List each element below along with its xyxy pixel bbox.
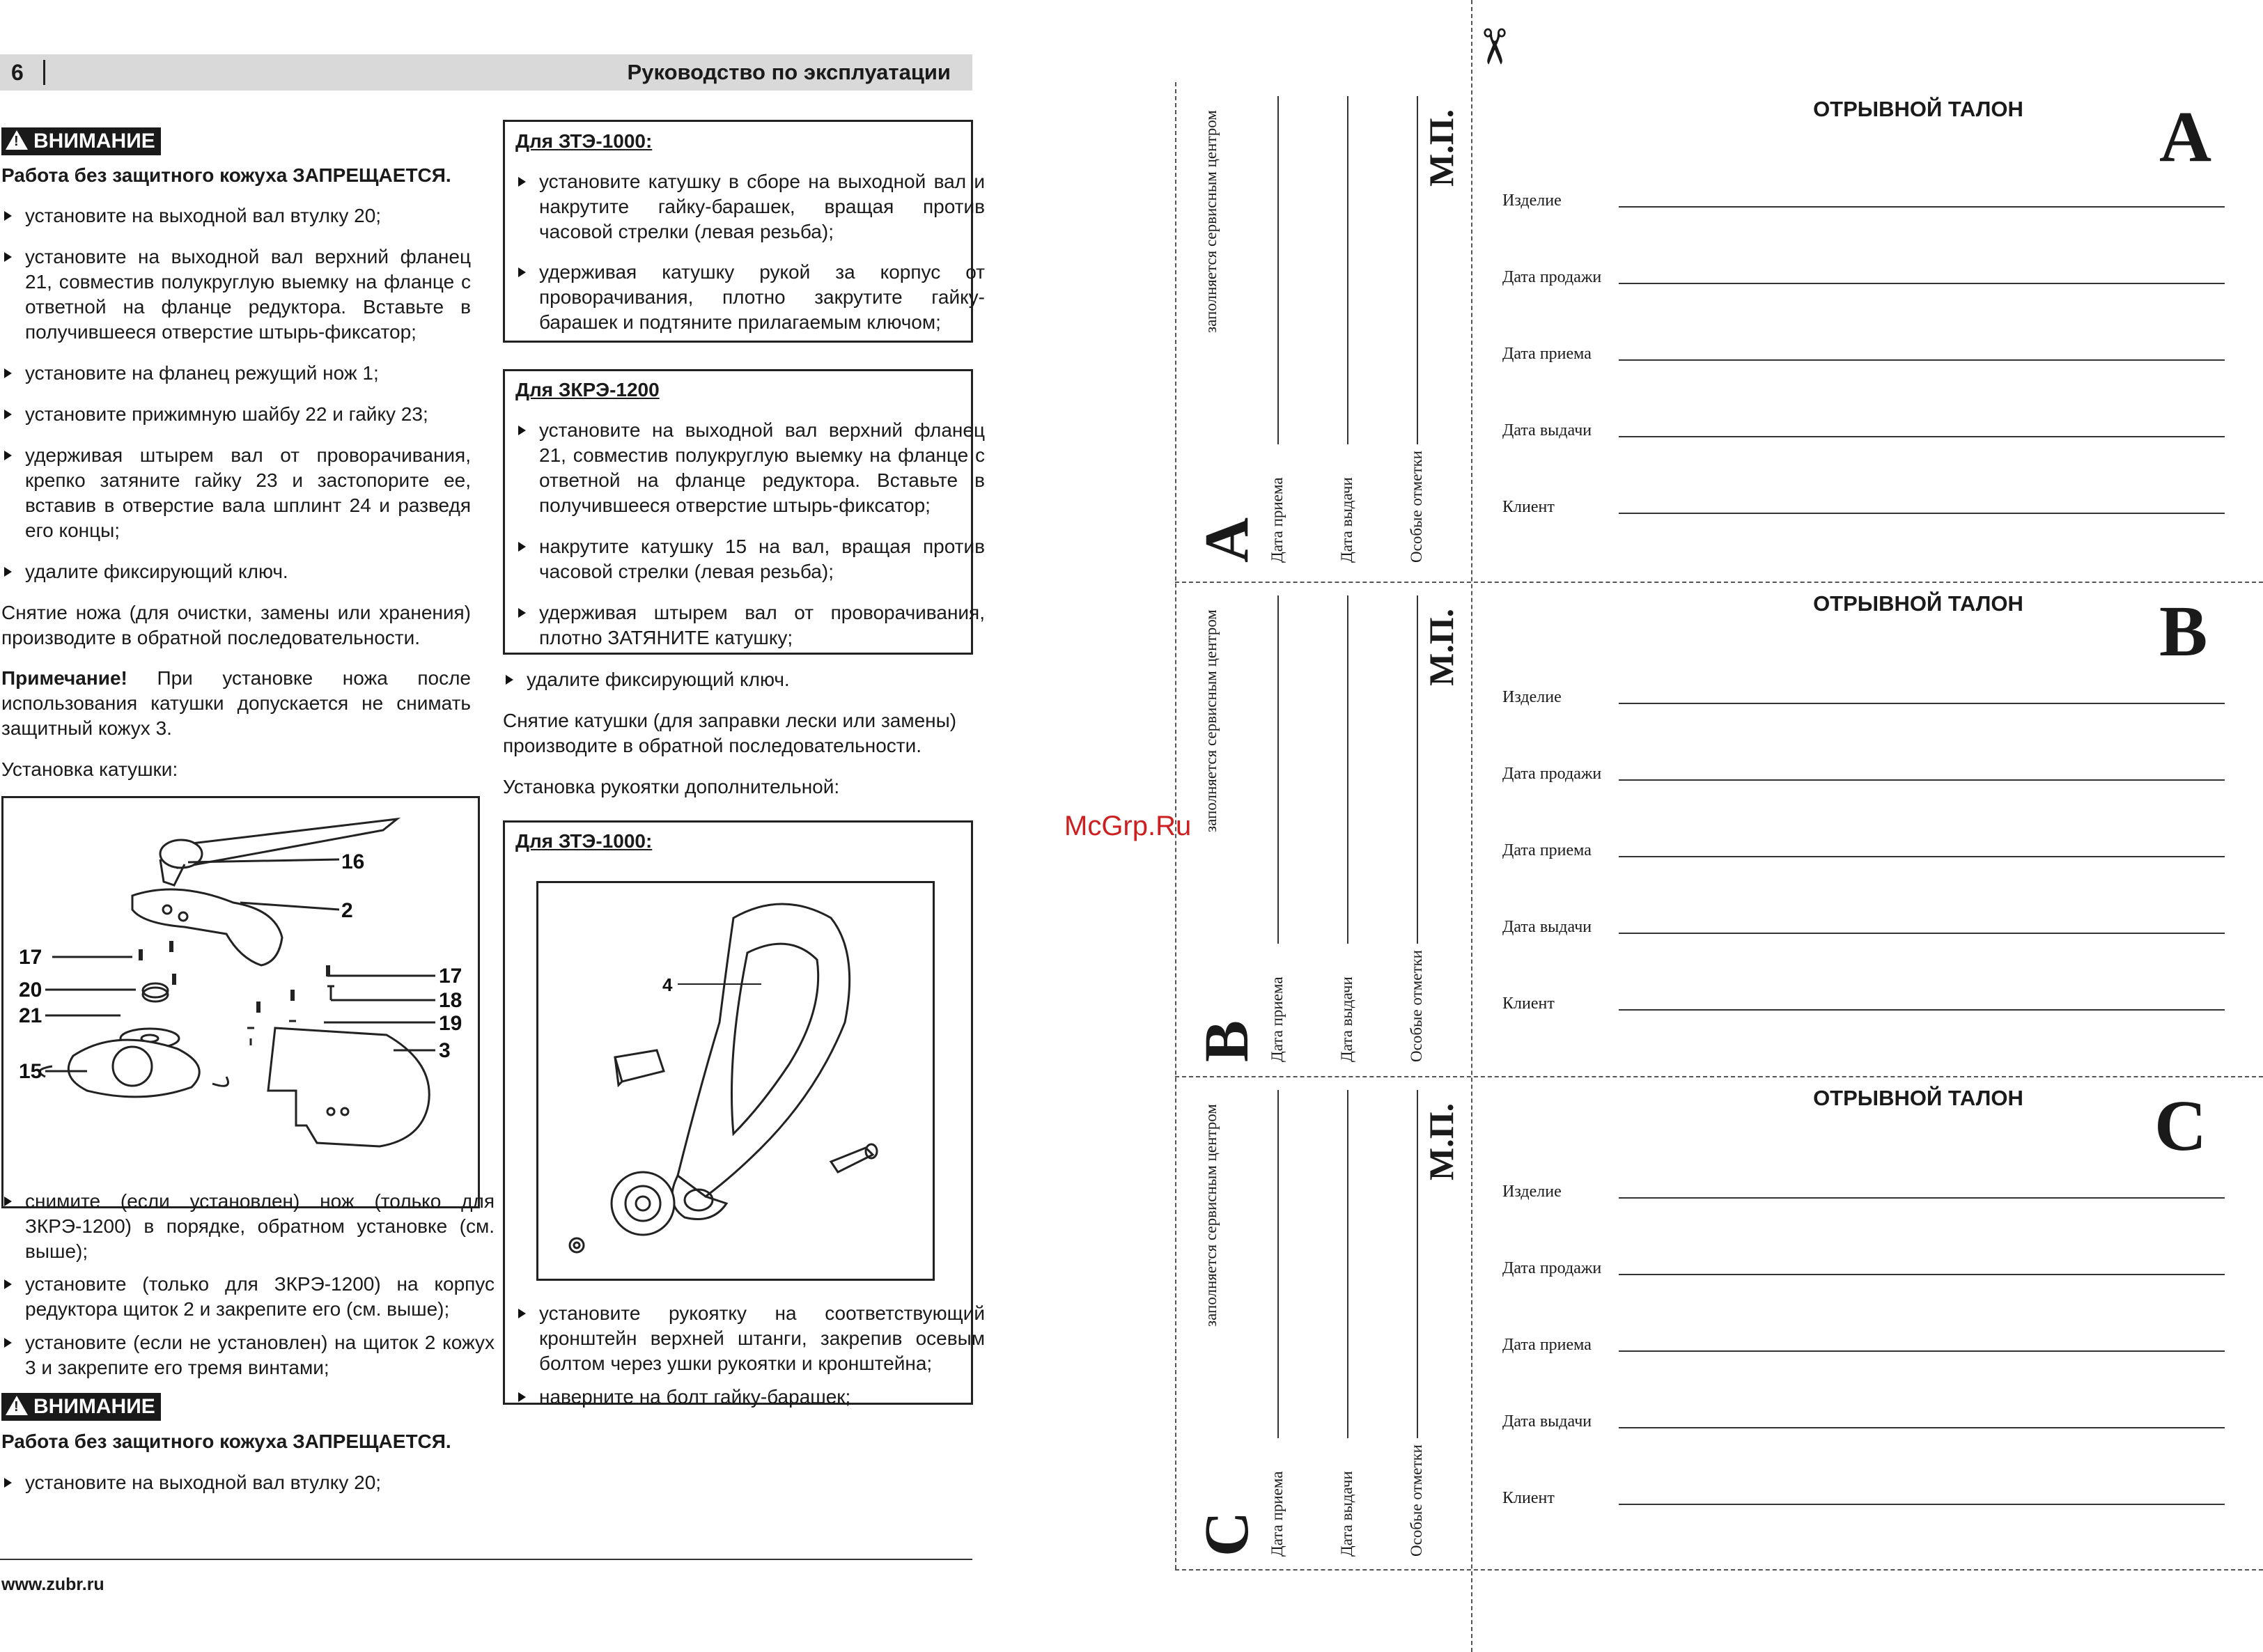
field-line[interactable] [1619,1350,2225,1352]
callout-label: 17 [19,946,42,969]
field-line[interactable] [1619,283,2225,284]
stub-line [1277,595,1279,944]
paragraph-removal: Снятие ножа (для очистки, замены или хранения) производите в обратной последовательности. [1,602,471,648]
note-paragraph [1,666,471,741]
coupon-title: ОТРЫВНОЙ ТАЛОН [1813,1086,2023,1110]
spool-assembly-drawing [3,798,478,1206]
coupon-title: ОТРЫВНОЙ ТАЛОН [1813,97,2023,121]
paragraph-handle: Установка рукоятки дополнительной: [503,776,840,797]
list-item: установите на выходной вал верхний фланец 21, совместив полукруглую выемку на фланце с ответной на фланце редуктора. Вставьте в получившееся отверстие штырь-фиксатор; [515,418,985,518]
field-line[interactable] [1619,1274,2225,1275]
list-item: удерживая катушку рукой за корпус от проворачивания, плотно закрутите гайку-барашек и подтяните прилагаемым ключом; [515,260,985,335]
field-label: Дата выдачи [1502,918,1592,936]
stub-line [1277,96,1279,444]
callout-label: 17 [439,965,462,988]
list-item: удерживая штырем вал от проворачивания, крепко затяните гайку 23 и застопорите ее, вставив в отверстие вала шплинт 24 и разведя его концы; [1,443,471,543]
header-divider [43,60,45,85]
warning-badge-2: ! ВНИМАНИЕ [1,1393,161,1421]
box-title: Для ЗТЭ-1000: [515,130,653,152]
warning-text-2: Работа без защитного кожуха ЗАПРЕЩАЕТСЯ. [1,1431,451,1452]
stub-date-in-label: Дата приема [1268,477,1286,563]
stub-stamp-label: М.П. [1422,1102,1461,1180]
list-item: установите (только для ЗКРЭ-1200) на корпус редуктора щиток 2 и закрепите его (см. выше); [1,1272,495,1322]
stub-notes-label: Особые отметки [1408,451,1425,563]
cut-line-horizontal [1175,1569,2263,1571]
field-line[interactable] [1619,513,2225,514]
warning-text-1: Работа без защитного кожуха ЗАПРЕЩАЕТСЯ. [1,164,451,186]
coupon-b [1175,582,2263,1076]
stub-letter: C [1192,1511,1261,1557]
list-item: установите (если не установлен) на щиток 2 кожух 3 и закрепите его тремя винтами; [1,1330,495,1380]
stub-date-out-label: Дата выдачи [1338,477,1355,563]
field-line[interactable] [1619,359,2225,361]
stub-service-label: заполняется сервисным центром [1202,609,1220,832]
callout-label: 18 [439,989,462,1012]
field-line[interactable] [1619,1504,2225,1505]
list-item: снимите (если установлен) нож (только для ЗКРЭ-1200) в порядке, обратном установке (см. выше); [1,1189,495,1264]
callout-label: 20 [19,979,42,1002]
list-item: удерживая штырем вал от проворачивания, плотно ЗАТЯНИТЕ катушку; [515,600,985,650]
field-label: Дата выдачи [1502,421,1592,439]
stub-stamp-label: М.П. [1422,608,1461,686]
stub-stamp-label: М.П. [1422,109,1461,187]
field-label: Изделие [1502,1183,1562,1201]
list-item: установите прижимную шайбу 22 и гайку 23; [1,402,471,427]
stub-line [1347,1090,1348,1438]
callout-label: 2 [341,899,353,922]
list-item: удалите фиксирующий ключ. [1,559,471,584]
coupon-c [1175,1076,2263,1569]
scissors-icon: ✂ [1466,26,1521,68]
stub-notes-label: Особые отметки [1408,950,1425,1062]
stub-line [1417,595,1418,944]
field-label: Клиент [1502,498,1555,516]
coupon-letter: C [2154,1086,2207,1166]
stub-line [1417,96,1418,444]
box-title: Для ЗКРЭ-1200 [515,379,660,400]
page-title: Руководство по эксплуатации [627,60,951,84]
field-label: Дата приема [1502,1336,1592,1354]
field-label: Дата приема [1502,345,1592,363]
field-label: Дата продажи [1502,268,1602,286]
watermark: McGrp.Ru [1064,811,1192,841]
field-line[interactable] [1619,1427,2225,1428]
coupon-letter: A [2159,97,2212,177]
stub-line [1277,1090,1279,1438]
list-item: наверните на болт гайку-барашек; [515,1385,985,1410]
stub-line [1347,96,1348,444]
field-line[interactable] [1619,1197,2225,1199]
coupon-a [1175,82,2263,582]
coupon-title: ОТРЫВНОЙ ТАЛОН [1813,591,2023,616]
callout-label: 21 [19,1004,42,1027]
field-label: Дата выдачи [1502,1412,1592,1431]
stub-date-out-label: Дата выдачи [1338,1471,1355,1557]
list-item: удалите фиксирующий ключ. [503,667,993,692]
note-label: Примечание! [1,667,127,689]
stub-letter: B [1192,1020,1261,1062]
footer-rule [0,1559,972,1560]
stub-service-label: заполняется сервисным центром [1202,1104,1220,1327]
paragraph-install-spool: Установка катушки: [1,758,178,780]
warning-icon: ! [6,130,28,150]
box-title: Для ЗТЭ-1000: [515,830,653,852]
list-item: установите на выходной вал верхний фланец 21, совместив полукруглую выемку на фланце с ответной на фланце редуктора. Вставьте в получившееся отверстие штырь-фиксатор; [1,244,471,345]
field-line[interactable] [1619,703,2225,704]
handle-drawing [538,883,933,1279]
field-label: Клиент [1502,995,1555,1013]
warning-badge-1: ! ВНИМАНИЕ [1,127,161,155]
list-item: установите на выходной вал втулку 20; [1,203,471,228]
paragraph-spool-removal: Снятие катушки (для заправки лески или замены) производите в обратной последовательности. [503,710,957,756]
footer-url[interactable]: www.zubr.ru [1,1575,104,1594]
field-label: Клиент [1502,1489,1555,1507]
field-line[interactable] [1619,1009,2225,1011]
list-item: установите рукоятку на соответствующий кронштейн верхней штанги, закрепив осевым болтом через ушки рукоятки и кронштейна; [515,1301,985,1376]
figure-spool-assembly [1,796,480,1208]
field-label: Дата приема [1502,841,1592,859]
field-line[interactable] [1619,933,2225,934]
callout-label: 3 [439,1039,451,1062]
stub-service-label: заполняется сервисным центром [1202,110,1220,333]
stub-notes-label: Особые отметки [1408,1444,1425,1557]
figure-handle [536,881,935,1281]
stub-date-out-label: Дата выдачи [1338,976,1355,1062]
field-line[interactable] [1619,856,2225,857]
field-label: Дата продажи [1502,765,1602,783]
field-line[interactable] [1619,436,2225,437]
callout-label: 16 [341,850,365,873]
stub-letter: A [1192,517,1261,563]
field-line[interactable] [1619,206,2225,208]
field-line[interactable] [1619,779,2225,781]
stub-line [1417,1090,1418,1438]
note-text: При установке ножа после использования катушки допускается не снимать защитный кожух 3. [1,667,471,739]
list-item: установите на выходной вал втулку 20; [1,1470,495,1495]
warning-icon: ! [6,1396,28,1415]
list-item: накрутите катушку 15 на вал, вращая против часовой стрелки (левая резьба); [515,534,985,584]
list-item: установите катушку в сборе на выходной вал и накрутите гайку-барашек, вращая против часовой стрелки (левая резьба); [515,169,985,244]
stub-date-in-label: Дата приема [1268,976,1286,1062]
field-label: Изделие [1502,192,1562,210]
callout-label: 15 [19,1060,42,1083]
coupon-letter: B [2159,591,2208,671]
callout-label: 19 [439,1012,462,1035]
page-number: 6 [11,60,24,85]
callout-label: 4 [662,974,673,995]
stub-date-in-label: Дата приема [1268,1471,1286,1557]
list-item: установите на фланец режущий нож 1; [1,361,471,386]
field-label: Дата продажи [1502,1259,1602,1277]
field-label: Изделие [1502,688,1562,706]
stub-line [1347,595,1348,944]
